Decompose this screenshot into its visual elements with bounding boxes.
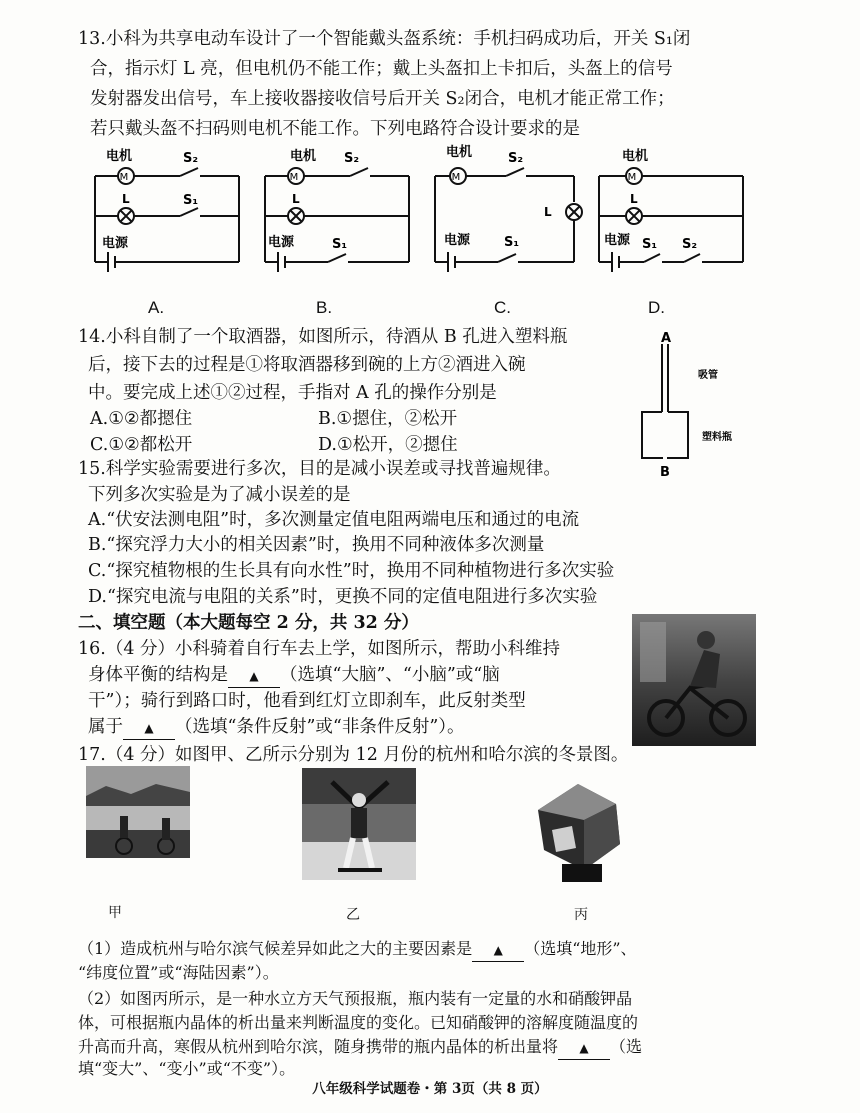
q17-part2-line-2: 体，可根据瓶内晶体的析出量来判断温度的变化。已知硝酸钾的溶解度随温度的 (78, 1013, 639, 1032)
motor-label: 电机 (622, 149, 649, 164)
switch-s2-label: S₂ (344, 151, 360, 166)
caption-bing: 丙 (574, 906, 588, 922)
power-label: 电源 (268, 235, 295, 250)
power-label: 电源 (444, 233, 471, 248)
switch-s2-label: S₂ (508, 151, 524, 166)
lamp-label: L (122, 192, 130, 206)
q17-part1-line-1 (78, 938, 637, 962)
answer-blank[interactable]: ▲ (123, 717, 175, 740)
answer-blank[interactable]: ▲ (558, 1037, 610, 1060)
option-c-label: C. (494, 298, 511, 317)
option-a-label: A. (148, 298, 165, 317)
q13-line-1: 13.小科为共享电动车设计了一个智能戴头盔系统：手机扫码成功后，开关 S₁闭 (78, 29, 691, 49)
lamp-label: L (292, 192, 300, 206)
q15-option-a: A.“伏安法测电阻”时，多次测量定值电阻两端电压和通过的电流 (88, 510, 580, 530)
q15-option-d: D.“探究电流与电阻的关系”时，更换不同的定值电阻进行多次实验 (88, 587, 598, 607)
circuit-d-diagram (592, 140, 752, 280)
q13-line-3: 发射器发出信号，车上接收器接收信号后开关 S₂闭合，电机才能正常工作； (90, 89, 675, 109)
motor-symbol-text: M (289, 172, 299, 183)
q17-part1-text: （1）造成杭州与哈尔滨气候差异如此之大的主要因素是 (78, 939, 473, 958)
switch-s2-label: S₂ (682, 237, 698, 252)
q13-line-4: 若只戴头盔不扫码则电机不能工作。下列电路符合设计要求的是 (90, 119, 580, 139)
q17-part1-choices: （选填“地形”、 (524, 939, 637, 958)
switch-s1-label: S₁ (183, 193, 199, 208)
q17-part1-line-2: “纬度位置”或“海陆因素”）。 (78, 963, 279, 982)
q14-line-3: 中。要完成上述①②过程，手指对 A 孔的操作分别是 (88, 383, 497, 403)
cyclist-photo (632, 614, 756, 746)
q17-line-1: 17.（4 分）如图甲、乙所示分别为 12 月份的杭州和哈尔滨的冬景图。 (78, 745, 629, 765)
hole-a-label: A (661, 331, 672, 346)
q14-option-a: A.①②都摁住 (90, 409, 193, 429)
q16-line-4-choices: （选填“条件反射”或“非条件反射”）。 (175, 717, 465, 737)
answer-blank[interactable]: ▲ (228, 665, 280, 688)
wine-dispenser-diagram (628, 330, 778, 480)
option-b-label: B. (316, 298, 333, 317)
switch-s1-label: S₁ (332, 237, 348, 252)
caption-yi: 乙 (346, 906, 360, 922)
circuit-c-diagram (428, 140, 588, 280)
switch-s1-label: S₁ (504, 235, 520, 250)
q17-part2-line-4: 填“变大”、“变小”或“不变”）。 (78, 1059, 296, 1078)
q17-part2-line-1: （2）如图丙所示，是一种水立方天气预报瓶，瓶内装有一定量的水和硝酸钾晶 (78, 989, 633, 1008)
power-label: 电源 (102, 236, 129, 251)
q16-line-2-text: 身体平衡的结构是 (88, 665, 228, 685)
tube-label: 吸管 (698, 370, 718, 381)
hole-b-label: B (660, 465, 670, 480)
option-d-label: D. (648, 298, 665, 317)
power-label: 电源 (604, 233, 631, 248)
switch-s2-label: S₂ (183, 151, 199, 166)
motor-label: 电机 (106, 149, 133, 164)
q14-option-d: D.①松开，②摁住 (318, 435, 458, 455)
q14-option-c: C.①②都松开 (90, 435, 193, 455)
motor-symbol-text: M (119, 172, 129, 183)
q17-part2-text: 升高而升高，寒假从杭州到哈尔滨，随身携带的瓶内晶体的析出量将 (78, 1037, 559, 1056)
section-2-heading: 二、填空题（本大题每空 2 分，共 32 分） (78, 613, 419, 633)
circuit-a-diagram (88, 140, 248, 280)
motor-label: 电机 (290, 149, 317, 164)
lamp-label: L (630, 192, 638, 206)
q16-line-4-text: 属于 (88, 717, 123, 737)
q16-line-1: 16.（4 分）小科骑着自行车去上学，如图所示，帮助小科维持 (78, 639, 561, 659)
q16-line-2-choices: （选填“大脑”、“小脑”或“脑 (280, 665, 500, 685)
page-footer: 八年级科学试题卷・第 3页（共 8 页） (312, 1081, 548, 1097)
hangzhou-winter-photo (86, 766, 190, 858)
q17-part2-line-3 (78, 1036, 642, 1060)
motor-symbol-text: M (627, 172, 637, 183)
switch-s1-label: S₁ (642, 237, 658, 252)
caption-jia: 甲 (108, 904, 122, 920)
q14-option-b: B.①摁住，②松开 (318, 409, 458, 429)
q15-line-2: 下列多次实验是为了减小误差的是 (88, 485, 351, 505)
q16-line-3: 干”）；骑行到路口时，他看到红灯立即刹车，此反射类型 (88, 691, 526, 711)
q14-line-1: 14.小科自制了一个取酒器，如图所示，待酒从 B 孔进入塑料瓶 (78, 327, 568, 347)
q14-line-2: 后，接下去的过程是①将取酒器移到碗的上方②酒进入碗 (88, 355, 526, 375)
weather-forecast-bottle-photo (532, 780, 624, 884)
q15-option-c: C.“探究植物根的生长具有向水性”时，换用不同种植物进行多次实验 (88, 561, 615, 581)
q17-part2-choices: （选 (610, 1037, 643, 1056)
circuit-b-diagram (258, 140, 418, 280)
q16-line-2 (88, 664, 500, 688)
motor-label: 电机 (446, 145, 473, 160)
answer-blank[interactable]: ▲ (472, 939, 524, 962)
q16-line-4 (88, 716, 465, 740)
q13-line-2: 合，指示灯 L 亮，但电机仍不能工作；戴上头盔扣上卡扣后，头盔上的信号 (90, 59, 673, 79)
motor-symbol-text: M (451, 172, 461, 183)
harbin-winter-photo (302, 768, 416, 880)
lamp-label: L (544, 205, 552, 219)
q15-line-1: 15.科学实验需要进行多次，目的是减小误差或寻找普遍规律。 (78, 459, 561, 479)
bottle-label: 塑料瓶 (702, 432, 732, 443)
q15-option-b: B.“探究浮力大小的相关因素”时，换用不同种液体多次测量 (88, 535, 545, 555)
